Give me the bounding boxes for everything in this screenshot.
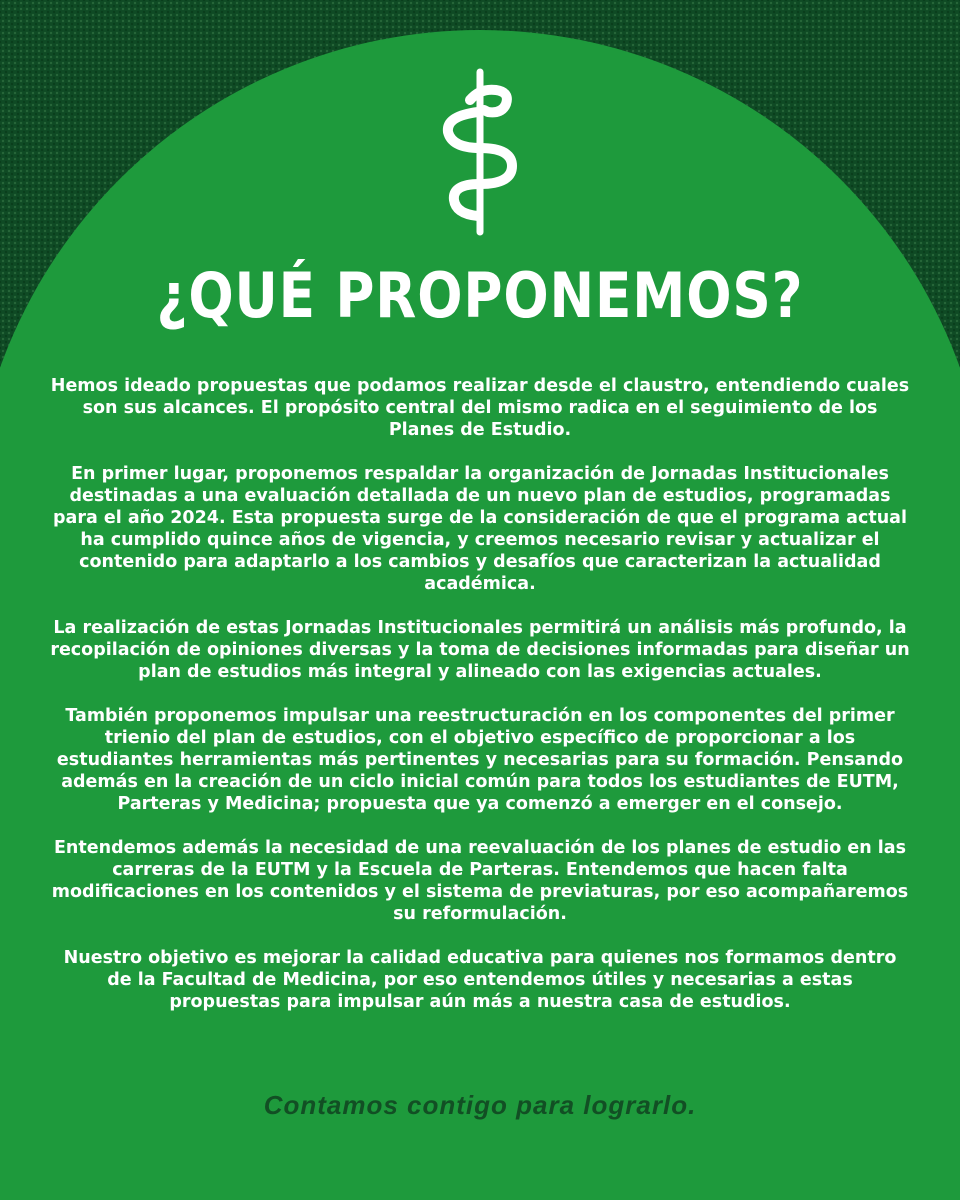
body-text [50, 375, 910, 1035]
rod-of-asclepius-icon [426, 66, 534, 236]
paragraph-intro: Hemos ideado propuestas que podamos realizar desde el claustro, entendiendo cuales son sus alcances. El propósito central del mismo radica en el seguimiento de los Planes de Estudio. [50, 376, 910, 440]
paragraph-analisis: La realización de estas Jornadas Institucionales permitirá un análisis más profundo, la recopilación de opiniones diversas y la toma de decisiones informadas para diseñar un plan de estudios más integral y alineado con las exigencias actuales. [50, 618, 910, 682]
page-title: ¿QUÉ PROPONEMOS? [156, 259, 804, 332]
closing-tagline: Contamos contigo para lograrlo. [263, 1090, 697, 1120]
paragraph-reevaluacion: Entendemos además la necesidad de una reevaluación de los planes de estudio en las carreras de la EUTM y la Escuela de Parteras. Entendemos que hacen falta modificaciones en los contenidos y el sistema de previaturas, por eso acompañaremos su reformulación. [51, 838, 909, 924]
paragraph-trienio: También proponemos impulsar una reestructuración en los componentes del primer trienio del plan de estudios, con el objetivo específico de proporcionar a los estudiantes herramientas más pertinentes y necesarias para su formación. Pensando además en la creación de un ciclo inicial común para todos los estudiantes de EUTM, Parteras y Medicina; propuesta que ya comenzó a emerger en el consejo. [56, 706, 904, 814]
paragraph-jornadas: En primer lugar, proponemos respaldar la organización de Jornadas Institucionales destinadas a una evaluación detallada de un nuevo plan de estudios, programadas para el año 2024. Esta propuesta surge de la consideración de que el programa actual ha cumplido quince años de vigencia, y creemos necesario revisar y actualizar el contenido para adaptarlo a los cambios y desafíos que caracterizan la actualidad académica. [53, 464, 907, 594]
paragraph-objetivo: Nuestro objetivo es mejorar la calidad educativa para quienes nos formamos dentro de la Facultad de Medicina, por eso entendemos útiles y necesarias a estas propuestas para impulsar aún más a nuestra casa de estudios. [63, 948, 897, 1012]
